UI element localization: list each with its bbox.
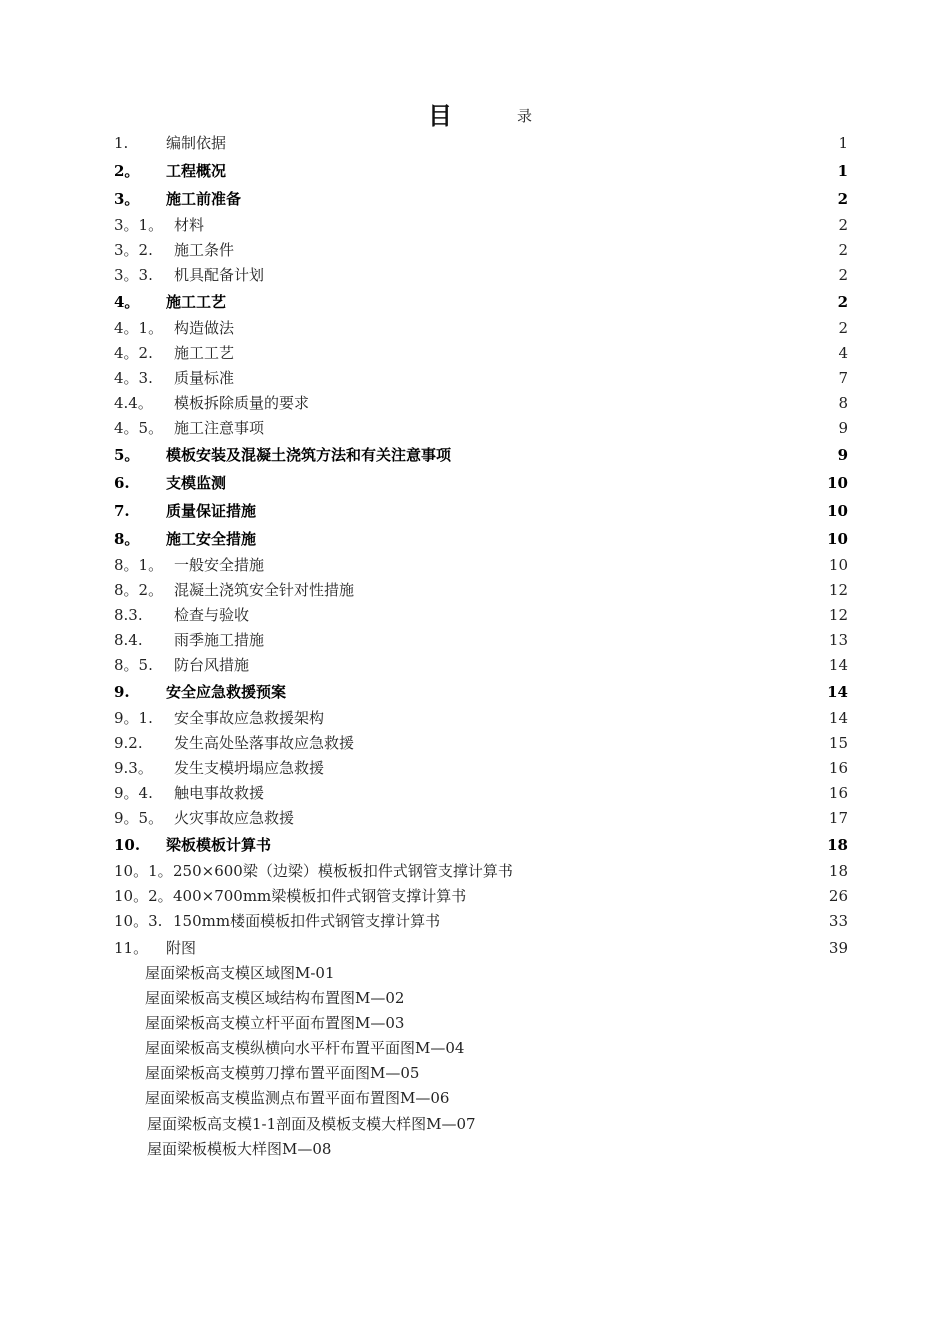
toc-entry-number: 9.3。 [114, 759, 153, 777]
toc-entry-number: 8。2。 [114, 581, 164, 599]
toc-entry-page-number: 12 [828, 606, 848, 624]
toc-entry[interactable] [0, 416, 950, 440]
attachment-item: 屋面梁板高支模立杆平面布置图M—03 [145, 1014, 405, 1032]
toc-entry-label: 防台风措施 [174, 656, 250, 674]
toc-entry-page-number: 18 [828, 862, 848, 880]
toc-entry-label: 施工工艺 [174, 344, 235, 362]
toc-entry-number: 9. [114, 683, 130, 701]
toc-entry[interactable] [0, 213, 950, 237]
toc-entry-label: 发生支模坍塌应急救援 [174, 759, 325, 777]
toc-entry[interactable] [0, 578, 950, 602]
toc-entry[interactable] [0, 316, 950, 340]
toc-entry-label: 机具配备计划 [174, 266, 265, 284]
toc-entry-label: 雨季施工措施 [174, 631, 265, 649]
toc-entry-page-number: 8 [838, 394, 848, 412]
attachment-item: 屋面梁板高支模区域结构布置图M—02 [145, 989, 405, 1007]
toc-entry-page-number: 2 [837, 190, 848, 208]
toc-entry-page-number: 17 [828, 809, 848, 827]
toc-entry-label: 安全事故应急救援架构 [174, 709, 325, 727]
toc-entry-page-number: 7 [838, 369, 848, 387]
toc-entry[interactable] [0, 680, 950, 704]
toc-entry[interactable] [0, 341, 950, 365]
toc-entry-number: 7. [114, 502, 130, 520]
toc-entry-page-number: 14 [828, 656, 848, 674]
toc-entry-page-number: 16 [828, 784, 848, 802]
toc-entry-number: 8.3. [114, 606, 143, 624]
toc-entry-label: 施工前准备 [166, 190, 242, 208]
toc-entry-label: 附图 [166, 939, 197, 957]
toc-entry-page-number: 9 [837, 446, 848, 464]
toc-entry-number: 9。5。 [114, 809, 164, 827]
toc-entry[interactable] [0, 909, 950, 933]
toc-entry-number: 9。1. [114, 709, 153, 727]
toc-entry-label: 施工注意事项 [174, 419, 265, 437]
toc-entry-label: 混凝土浇筑安全针对性措施 [174, 581, 355, 599]
toc-entry-number: 9.2. [114, 734, 143, 752]
toc-entry-number: 3。1。 [114, 216, 164, 234]
toc-entry[interactable] [0, 131, 950, 155]
attachment-item: 屋面梁板高支模1-1剖面及模板支模大样图M—07 [147, 1115, 476, 1133]
attachment-item: 屋面梁板高支模纵横向水平杆布置平面图M—04 [145, 1039, 465, 1057]
toc-entry-number: 1. [114, 134, 129, 152]
attachment-item: 屋面梁板模板大样图M—08 [147, 1140, 332, 1158]
toc-entry[interactable] [0, 628, 950, 652]
toc-entry-number: 8。5. [114, 656, 153, 674]
toc-entry-page-number: 14 [828, 709, 848, 727]
toc-entry[interactable] [0, 238, 950, 262]
toc-title [0, 96, 950, 128]
toc-entry-number: 6. [114, 474, 130, 492]
toc-entry-page-number: 10 [828, 556, 848, 574]
toc-entry-page-number: 4 [838, 344, 848, 362]
toc-entry-label: 400×700mm梁模板扣件式钢管支撑计算书 [173, 887, 467, 905]
toc-entry-number: 4。2. [114, 344, 153, 362]
toc-entry-number: 9。4. [114, 784, 153, 802]
toc-entry[interactable] [0, 391, 950, 415]
toc-entry-page-number: 1 [837, 162, 848, 180]
toc-entry[interactable] [0, 263, 950, 287]
toc-entry-label: 发生高处坠落事故应急救援 [174, 734, 355, 752]
toc-entry[interactable] [0, 731, 950, 755]
toc-title-sub: 录 [517, 107, 533, 125]
toc-entry[interactable] [0, 159, 950, 183]
toc-entry-number: 5。 [114, 446, 140, 464]
toc-entry-label: 支模监测 [166, 474, 227, 492]
toc-entry-label: 火灾事故应急救援 [174, 809, 295, 827]
toc-entry-number: 2。 [114, 162, 140, 180]
toc-entry-page-number: 2 [838, 319, 848, 337]
toc-entry[interactable] [0, 527, 950, 551]
toc-entry-label: 模板安装及混凝土浇筑方法和有关注意事项 [166, 446, 452, 464]
toc-entry-page-number: 15 [828, 734, 848, 752]
toc-entry-label: 质量保证措施 [166, 502, 257, 520]
toc-entry[interactable] [0, 936, 950, 960]
toc-entry-number: 4。5。 [114, 419, 164, 437]
toc-entry-label: 检查与验收 [174, 606, 250, 624]
toc-entry-label: 施工工艺 [166, 293, 227, 311]
toc-entry-number: 3。2. [114, 241, 153, 259]
toc-entry[interactable] [0, 859, 950, 883]
toc-entry-label: 150mm楼面模板扣件式钢管支撑计算书 [173, 912, 441, 930]
toc-entry[interactable] [0, 471, 950, 495]
toc-entry-page-number: 10 [827, 530, 848, 548]
toc-entry-number: 8。1。 [114, 556, 164, 574]
attachment-item: 屋面梁板高支模区域图M-01 [145, 964, 335, 982]
toc-entry-page-number: 10 [827, 474, 848, 492]
toc-entry-label: 工程概况 [166, 162, 227, 180]
toc-entry-page-number: 2 [838, 216, 848, 234]
toc-entry-page-number: 16 [828, 759, 848, 777]
toc-entry-number: 4.4。 [114, 394, 153, 412]
toc-entry-label: 一般安全措施 [174, 556, 265, 574]
toc-entry-page-number: 12 [828, 581, 848, 599]
toc-entry[interactable] [0, 706, 950, 730]
toc-entry-page-number: 10 [827, 502, 848, 520]
toc-entry-label: 构造做法 [174, 319, 235, 337]
toc-entry-page-number: 2 [838, 241, 848, 259]
toc-entry-number: 3。3. [114, 266, 153, 284]
toc-entry-label: 触电事故救援 [174, 784, 265, 802]
toc-entry[interactable] [0, 187, 950, 211]
toc-entry-number: 8。 [114, 530, 140, 548]
toc-entry[interactable] [0, 603, 950, 627]
toc-entry[interactable] [0, 553, 950, 577]
toc-entry[interactable] [0, 443, 950, 467]
toc-entry[interactable] [0, 499, 950, 523]
toc-entry-number: 4。1。 [114, 319, 164, 337]
toc-entry-label: 安全应急救援预案 [166, 683, 287, 701]
toc-entry-page-number: 2 [837, 293, 848, 311]
toc-entry-number: 4。3. [114, 369, 153, 387]
toc-entry-page-number: 26 [828, 887, 848, 905]
toc-entry-label: 梁板模板计算书 [166, 836, 272, 854]
toc-entry-label: 质量标准 [174, 369, 235, 387]
toc-entry-page-number: 2 [838, 266, 848, 284]
toc-entry-label: 施工安全措施 [166, 530, 257, 548]
toc-entry-number: 4。 [114, 293, 140, 311]
toc-entry[interactable] [0, 884, 950, 908]
attachment-item: 屋面梁板高支模剪刀撑布置平面图M—05 [145, 1064, 420, 1082]
toc-entry[interactable] [0, 366, 950, 390]
toc-title-main: 目 [428, 101, 452, 130]
toc-entry[interactable] [0, 290, 950, 314]
toc-entry[interactable] [0, 781, 950, 805]
toc-entry[interactable] [0, 833, 950, 857]
toc-entry-label: 模板拆除质量的要求 [174, 394, 310, 412]
toc-entry-page-number: 9 [838, 419, 848, 437]
attachment-item: 屋面梁板高支模监测点布置平面布置图M—06 [145, 1089, 450, 1107]
toc-entry-number: 3。 [114, 190, 140, 208]
toc-entry-label: 250×600梁（边梁）模板板扣件式钢管支撑计算书 [173, 862, 513, 880]
toc-entry-number: 8.4. [114, 631, 143, 649]
toc-entry[interactable] [0, 756, 950, 780]
toc-entry-page-number: 14 [827, 683, 848, 701]
toc-entry-page-number: 33 [828, 912, 848, 930]
toc-entry-page-number: 39 [828, 939, 848, 957]
toc-entry-label: 编制依据 [166, 134, 227, 152]
toc-entry-page-number: 13 [828, 631, 848, 649]
toc-entry-number: 11。 [114, 939, 149, 957]
toc-entry-number: 10。1。 [114, 862, 173, 880]
toc-entry-number: 10。2。 [114, 887, 173, 905]
toc-entry-number: 10。3. [114, 912, 163, 930]
toc-entry-number: 10. [114, 836, 141, 854]
toc-entry[interactable] [0, 653, 950, 677]
toc-entry-page-number: 18 [827, 836, 848, 854]
toc-entry-label: 材料 [174, 216, 205, 234]
toc-entry[interactable] [0, 806, 950, 830]
toc-entry-page-number: 1 [838, 134, 848, 152]
toc-entry-label: 施工条件 [174, 241, 235, 259]
